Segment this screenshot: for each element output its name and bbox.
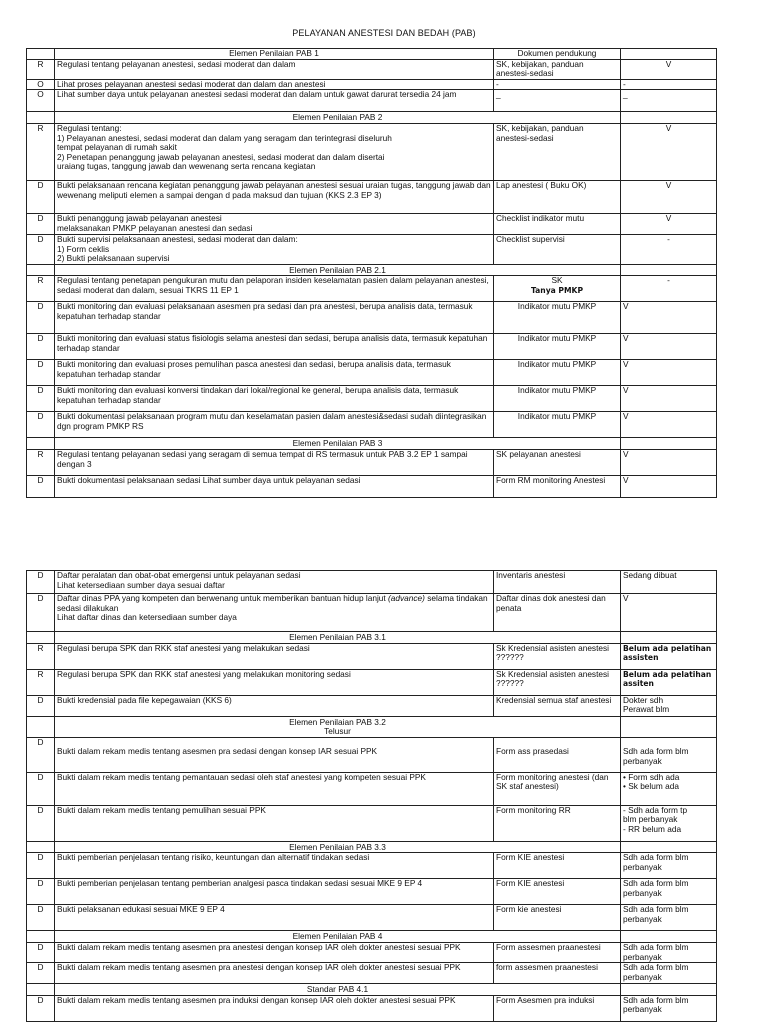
row-code: R [27,276,55,302]
row-status: - [621,79,717,90]
row-document: form assesmen praanestesi [494,963,621,984]
row-document: Sk Kredensial asisten anestesi ?????? [494,669,621,695]
table-row [27,594,717,632]
section-spacer [27,264,55,276]
row-status: V [621,594,717,632]
row-document: Form monitoring RR [494,805,621,841]
row-code: D [27,737,55,772]
section-spacer [621,984,717,996]
row-code: D [27,695,55,716]
row-document: Kredensial semua staf anestesi [494,695,621,716]
row-document: Checklist indikator mutu [494,213,621,234]
section-spacer [27,841,55,853]
row-status: Sedang dibuat [621,571,717,594]
row-status: V [621,180,717,213]
row-code: D [27,386,55,412]
table-row [27,695,717,716]
row-document: Inventaris anestesi [494,571,621,594]
row-document: SK, kebijakan, panduan anestesi-sedasi [494,59,621,79]
row-description: Bukti dokumentasi pelaksanaan program mutu dan keselamatan pasien dalam anestesi&sedasi sudah diintegrasikan dgn program PMKP RS [55,412,494,438]
row-code: R [27,643,55,669]
row-description: Bukti monitoring dan evaluasi status fisiologis selama anestesi dan sedasi, berupa analisis data, termasuk kepatuhan terhadap standar [55,334,494,360]
row-description: Daftar peralatan dan obat-obat emergensi untuk pelayanan sedasi Lihat ketersediaan sumber daya sesuai daftar [55,571,494,594]
table-row [27,123,717,180]
row-status: - Sdh ada form tp blm perbanyak - RR belum ada [621,805,717,841]
section-spacer [27,112,55,124]
table-row [27,302,717,334]
row-description: Daftar dinas PPA yang kompeten dan berwenang untuk memberikan bantuan hidup lanjut (advance) selama tindakan sedasi dilakukan Lihat daftar dinas dan ketersediaan sumber daya [55,594,494,632]
row-description: Bukti supervisi pelaksanaan anestesi, sedasi moderat dan dalam: 1) Form ceklis 2) Bukti pelaksanaan supervisi [55,234,494,264]
row-description: Regulasi tentang pelayanan anestesi, sedasi moderat dan dalam [55,59,494,79]
row-document: Form ass prasedasi [494,737,621,772]
row-document: Sk Kredensial asisten anestesi ?????? [494,643,621,669]
row-document: Indikator mutu PMKP [494,412,621,438]
section-title: Elemen Penilaian PAB 3.3 [55,841,621,853]
row-document: Daftar dinas dok anestesi dan penata [494,594,621,632]
table-row [27,805,717,841]
row-status: Sdh ada form blm perbanyak [621,905,717,931]
row-document: Form KIE anestesi [494,879,621,905]
row-code: D [27,360,55,386]
table-row [27,276,717,302]
section-spacer [27,931,55,943]
table-row [27,79,717,90]
row-status: Sdh ada form blm perbanyak [621,879,717,905]
section-header-row [27,984,717,996]
section-spacer [621,841,717,853]
section-title: Elemen Penilaian PAB 3 [55,438,621,450]
row-document: Form Asesmen pra induksi [494,995,621,1021]
table-row [27,963,717,984]
table-row [27,234,717,264]
section-title: Elemen Penilaian PAB 2.1 [55,264,621,276]
section-header-row [27,112,717,124]
row-code: D [27,942,55,962]
row-document: Lap anestesi ( Buku OK) [494,180,621,213]
section-header-row [27,716,717,737]
row-status: V [621,475,717,497]
row-code: R [27,669,55,695]
table-row [27,853,717,879]
table-row [27,995,717,1021]
row-code: D [27,234,55,264]
section-spacer [27,632,55,644]
row-document: SK pelayanan anestesi [494,449,621,475]
row-document: Form RM monitoring Anestesi [494,475,621,497]
row-status: V [621,59,717,79]
row-code: R [27,59,55,79]
row-description: Regulasi berupa SPK dan RKK staf anestesi yang melakukan monitoring sedasi [55,669,494,695]
row-document: Indikator mutu PMKP [494,302,621,334]
row-code: D [27,334,55,360]
row-status: V [621,360,717,386]
row-description: Bukti dalam rekam medis tentang asesmen pra induksi dengan konsep IAR oleh dokter anestesi sesuai PPK [55,995,494,1021]
row-status: V [621,449,717,475]
table-row [27,449,717,475]
table-row [27,386,717,412]
row-status: Belum ada pelatihan assiten [621,669,717,695]
row-document: _ [494,90,621,112]
row-code: D [27,879,55,905]
row-code: D [27,180,55,213]
row-code: D [27,772,55,805]
row-description: Bukti pelaksanaan rencana kegiatan penanggung jawab pelayanan anestesi sesuai uraian tugas, tanggung jawab dan wewenang meliputi elemen a sampai dengan d pada maksud dan tujuan (KKS 2.3 EP 3) [55,180,494,213]
row-description: Regulasi berupa SPK dan RKK staf anestesi yang melakukan sedasi [55,643,494,669]
row-document: Checklist supervisi [494,234,621,264]
row-status: - [621,234,717,264]
row-document: Form monitoring anestesi (dan SK staf anestesi) [494,772,621,805]
row-status: Sdh ada form blm perbanyak [621,995,717,1021]
row-code: R [27,123,55,180]
row-code: D [27,302,55,334]
section-header-row [27,931,717,943]
row-status: V [621,334,717,360]
row-document: Indikator mutu PMKP [494,334,621,360]
row-description: Bukti pemberian penjelasan tentang risiko, keuntungan dan alternatif tindakan sedasi [55,853,494,879]
assessment-table-2 [26,570,717,1022]
row-document: Form assesmen praanestesi [494,942,621,962]
row-code: R [27,449,55,475]
row-status: - [621,276,717,302]
section-spacer [621,264,717,276]
row-document: - [494,79,621,90]
section-title: Elemen Penilaian PAB 2 [55,112,621,124]
row-code [27,49,55,60]
section-spacer [27,438,55,450]
row-status: _ [621,90,717,112]
table-row [27,180,717,213]
row-status: V [621,302,717,334]
section-title: Elemen Penilaian PAB 4 [55,931,621,943]
assessment-table-1 [26,48,717,498]
row-description: Bukti monitoring dan evaluasi proses pemulihan pasca anestesi dan sedasi, berupa analisis data, termasuk kepatuhan terhadap standar [55,360,494,386]
row-code: O [27,79,55,90]
section-spacer [27,716,55,737]
table-row [27,412,717,438]
table-row [27,905,717,931]
row-document: Indikator mutu PMKP [494,386,621,412]
row-description: Bukti dalam rekam medis tentang asesmen pra sedasi dengan konsep IAR sesuai PPK [55,737,494,772]
section-spacer [621,112,717,124]
row-description: Bukti pelaksanan edukasi sesuai MKE 9 EP 4 [55,905,494,931]
row-document: SK Tanya PMKP [494,276,621,302]
row-status: • Form sdh ada • Sk belum ada [621,772,717,805]
row-description: Bukti dalam rekam medis tentang asesmen pra anestesi dengan konsep IAR oleh dokter anestesi sesuai PPK [55,942,494,962]
row-description: Lihat proses pelayanan anestesi sedasi moderat dan dalam dan anestesi [55,79,494,90]
table-row [27,737,717,772]
section-spacer [621,931,717,943]
row-code: D [27,963,55,984]
row-code: D [27,594,55,632]
row-code: D [27,412,55,438]
row-status [621,49,717,60]
row-description: Lihat sumber daya untuk pelayanan anestesi sedasi moderat dan dalam untuk gawat darurat tersedia 24 jam [55,90,494,112]
row-description: Regulasi tentang penetapan pengukuran mutu dan pelaporan insiden keselamatan pasien dalam pelayanan anestesi, sedasi moderat dan dalam, sesuai TKRS 11 EP 1 [55,276,494,302]
row-code: D [27,213,55,234]
section-header-row [27,264,717,276]
section-title: Standar PAB 4.1 [55,984,621,996]
row-description: Bukti dalam rekam medis tentang asesmen pra anestesi dengan konsep IAR oleh dokter anestesi sesuai PPK [55,963,494,984]
row-description: Regulasi tentang pelayanan sedasi yang seragam di semua tempat di RS termasuk untuk PAB 3.2 EP 1 sampai dengan 3 [55,449,494,475]
section-header-row [27,841,717,853]
section-spacer [621,632,717,644]
row-code: D [27,571,55,594]
row-description: Bukti pemberian penjelasan tentang pemberian analgesi pasca tindakan sedasi sesuai MKE 9 EP 4 [55,879,494,905]
row-status: Sdh ada form blm perbanyak [621,737,717,772]
section-spacer [621,438,717,450]
section-title: Elemen Penilaian PAB 3.1 [55,632,621,644]
row-status: Sdh ada form blm perbanyak [621,853,717,879]
row-description: Bukti penanggung jawab pelayanan anestesi melaksanakan PMKP pelayanan anestesi dan sedasi [55,213,494,234]
table-row [27,879,717,905]
table-row [27,571,717,594]
row-document: Form kie anestesi [494,905,621,931]
row-document: SK, kebijakan, panduan anestesi-sedasi [494,123,621,180]
row-description: Bukti monitoring dan evaluasi pelaksanaan asesmen pra sedasi dan pra anestesi, berupa analisis data, termasuk kepatuhan terhadap standar [55,302,494,334]
row-description: Bukti dalam rekam medis tentang pemulihan sesuai PPK [55,805,494,841]
section-header-row [27,438,717,450]
table-row [27,475,717,497]
row-code: D [27,805,55,841]
row-code: D [27,995,55,1021]
table-row [27,90,717,112]
page-title: PELAYANAN ANESTESI DAN BEDAH (PAB) [292,28,476,38]
table-row [27,669,717,695]
row-description: Regulasi tentang: 1) Pelayanan anestesi, sedasi moderat dan dalam yang seragam dan terintegrasi diseluruh tempat pelayanan di rumah sakit 2) Penetapan penanggung jawab pelayanan anestesi, sedasi moderat dan dalam disertai uraiang tugas, tanggung jawab dan wewenang serta rencana kegiatan [55,123,494,180]
row-description: Bukti kredensial pada file kepegawaian (KKS 6) [55,695,494,716]
section-spacer [621,716,717,737]
row-document: Dokumen pendukung [494,49,621,60]
table-row [27,49,717,60]
row-status: V [621,412,717,438]
row-code: D [27,905,55,931]
section-title: Elemen Penilaian PAB 3.2 Telusur [55,716,621,737]
row-status: V [621,123,717,180]
row-description: Bukti dalam rekam medis tentang pemantauan sedasi oleh staf anestesi yang kompeten sesuai PPK [55,772,494,805]
row-description: Bukti monitoring dan evaluasi konversi tindakan dari lokal/regional ke general, berupa analisis data, termasuk kepatuhan terhadap standar [55,386,494,412]
table-row [27,59,717,79]
row-status: Sdh ada form blm perbanyak [621,942,717,962]
row-status: Dokter sdh Perawat blm [621,695,717,716]
table-row [27,942,717,962]
row-status: V [621,386,717,412]
row-status: Belum ada pelatihan assisten [621,643,717,669]
table-row [27,334,717,360]
table-row [27,213,717,234]
row-document: Indikator mutu PMKP [494,360,621,386]
row-status: Sdh ada form blm perbanyak [621,963,717,984]
section-header-row [27,632,717,644]
row-description: Elemen Penilaian PAB 1 [55,49,494,60]
table-row [27,772,717,805]
row-code: O [27,90,55,112]
section-spacer [27,984,55,996]
row-description: Bukti dokumentasi pelaksanaan sedasi Lihat sumber daya untuk pelayanan sedasi [55,475,494,497]
row-code: D [27,475,55,497]
table-row [27,360,717,386]
table-row [27,643,717,669]
row-code: D [27,853,55,879]
row-document: Form KIE anestesi [494,853,621,879]
row-status: V [621,213,717,234]
